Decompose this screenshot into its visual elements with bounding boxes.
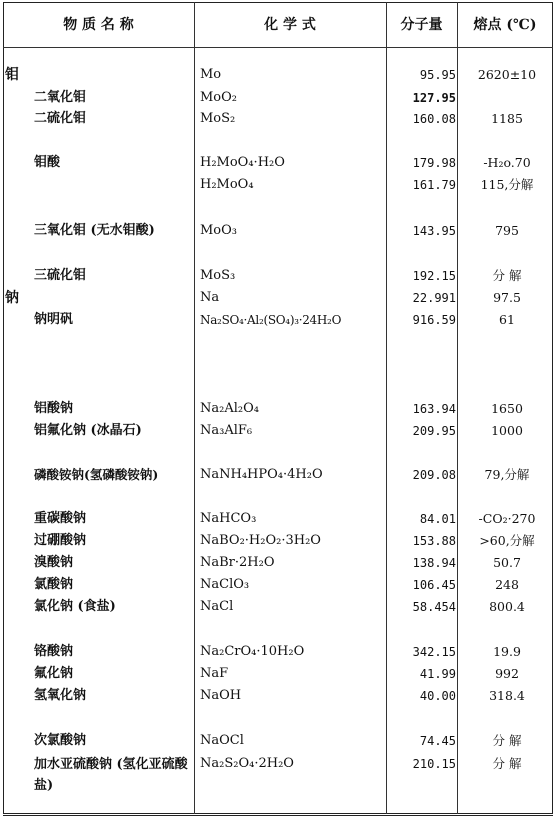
melting-point-cell: 992 (495, 666, 519, 681)
formula-cell: Na₂Al₂O₄ (200, 401, 259, 416)
molecular-weight-cell: 106.45 (412, 578, 456, 592)
molecular-weight-cell: 22.991 (412, 291, 456, 305)
compound-name-cell: 磷酸铵钠(氢磷酸铵钠) (34, 467, 159, 482)
formula-cell: NaNH₄HPO₄·4H₂O (200, 467, 323, 482)
header-melting-point: 熔点 (℃) (473, 17, 537, 33)
melting-point-cell: 分 解 (492, 733, 522, 748)
molecular-weight-cell: 95.95 (419, 68, 456, 82)
formula-cell: MoO₂ (200, 90, 238, 105)
melting-point-cell: 1185 (491, 111, 523, 126)
molecular-weight-cell: 58.454 (412, 600, 456, 614)
element-label: 钼 (5, 67, 19, 83)
compound-name-cell: 三硫化钼 (34, 268, 87, 283)
formula-cell: Na₂SO₄·Al₂(SO₄)₃·24H₂O (200, 313, 342, 327)
melting-point-cell: 50.7 (493, 555, 521, 570)
compound-name-cell: 氟化钠 (34, 666, 74, 681)
melting-point-cell: 19.9 (493, 644, 521, 659)
table-bottom-rule (3, 815, 553, 816)
molecular-weight-cell: 163.94 (412, 402, 456, 416)
melting-point-cell: >60,分解 (479, 533, 535, 548)
molecular-weight-cell: 74.45 (419, 734, 456, 748)
formula-cell: MoS₃ (200, 268, 236, 283)
compound-name-cell: 铝氟化钠 (冰晶石) (34, 423, 142, 438)
melting-point-cell: 800.4 (489, 599, 525, 614)
molecular-weight-cell: 153.88 (412, 534, 456, 548)
compound-name-cell: 二氧化钼 (34, 90, 87, 105)
formula-cell: Na₂S₂O₄·2H₂O (200, 756, 294, 771)
header-formula: 化 学 式 (264, 17, 316, 33)
melting-point-cell: 分 解 (492, 268, 522, 283)
element-label: 钠 (5, 290, 19, 306)
molecular-weight-cell: 138.94 (412, 556, 456, 570)
column-divider (194, 2, 195, 814)
compound-name-cell: 钠明矾 (34, 312, 74, 327)
molecular-weight-cell: 143.95 (412, 224, 456, 238)
molecular-weight-cell: 342.15 (412, 645, 456, 659)
compound-name-cell: 二硫化钼 (34, 111, 87, 126)
melting-point-cell: 2620±10 (477, 67, 537, 82)
formula-cell: Na (200, 290, 220, 305)
compound-name-cell: 三氧化钼 (无水钼酸) (34, 223, 155, 238)
melting-point-cell: 分 解 (492, 756, 522, 771)
molecular-weight-cell: 179.98 (412, 156, 456, 170)
melting-point-cell: 79,分解 (484, 467, 530, 482)
formula-cell: H₂MoO₄ (200, 177, 254, 192)
molecular-weight-cell: 127.95 (412, 91, 456, 105)
column-divider (457, 2, 458, 814)
melting-point-cell: -CO₂·270 (478, 511, 536, 526)
header-divider (3, 47, 553, 48)
melting-point-cell: 97.5 (493, 290, 521, 305)
compound-name-cell: 铬酸钠 (34, 644, 74, 659)
melting-point-cell: 115,分解 (480, 177, 534, 192)
molecular-weight-cell: 209.08 (412, 468, 456, 482)
column-divider (386, 2, 387, 814)
melting-point-cell: 61 (499, 312, 515, 327)
formula-cell: NaBr·2H₂O (200, 555, 275, 570)
compound-name-cell: 过硼酸钠 (34, 533, 87, 548)
formula-cell: NaF (200, 666, 229, 681)
molecular-weight-cell: 210.15 (412, 757, 456, 771)
compound-name-cell: 氯化钠 (食盐) (34, 599, 116, 614)
formula-cell: NaClO₃ (200, 577, 250, 592)
melting-point-cell: 248 (495, 577, 519, 592)
formula-cell: Na₃AlF₆ (200, 423, 253, 438)
formula-cell: Mo (200, 67, 222, 82)
compound-name-cell: 铝酸钠 (34, 401, 74, 416)
compound-name-cell: 次氯酸钠 (34, 733, 87, 748)
compound-name-cell: 氯酸钠 (34, 577, 74, 592)
molecular-weight-cell: 41.99 (419, 667, 456, 681)
melting-point-cell: 1650 (491, 401, 523, 416)
compound-name-cell: 氢氧化钠 (34, 688, 87, 703)
melting-point-cell: 318.4 (489, 688, 525, 703)
molecular-weight-cell: 916.59 (412, 313, 456, 327)
header-molecular-weight: 分子量 (400, 17, 443, 33)
formula-cell: Na₂CrO₄·10H₂O (200, 644, 305, 659)
melting-point-cell: 1000 (491, 423, 523, 438)
formula-cell: NaHCO₃ (200, 511, 257, 526)
molecular-weight-cell: 209.95 (412, 424, 456, 438)
molecular-weight-cell: 40.00 (419, 689, 456, 703)
compound-name-cell: 重碳酸钠 (34, 511, 87, 526)
compound-name-cell: 溴酸钠 (34, 555, 74, 570)
molecular-weight-cell: 84.01 (419, 512, 456, 526)
molecular-weight-cell: 160.08 (412, 112, 456, 126)
formula-cell: MoO₃ (200, 223, 238, 238)
compound-name-cell: 加水亚硫酸钠 (氢化亚硫酸盐) (34, 757, 188, 793)
melting-point-cell: -H₂o.70 (483, 155, 531, 170)
formula-cell: NaCl (200, 599, 234, 614)
molecular-weight-cell: 161.79 (412, 178, 456, 192)
molecular-weight-cell: 192.15 (412, 269, 456, 283)
formula-cell: NaOCl (200, 733, 244, 748)
formula-cell: H₂MoO₄·H₂O (200, 155, 285, 170)
formula-cell: NaOH (200, 688, 242, 703)
compound-name-cell: 钼酸 (34, 155, 61, 170)
melting-point-cell: 795 (495, 223, 519, 238)
formula-cell: MoS₂ (200, 111, 236, 126)
formula-cell: NaBO₂·H₂O₂·3H₂O (200, 533, 321, 548)
header-name: 物 质 名 称 (63, 17, 134, 33)
